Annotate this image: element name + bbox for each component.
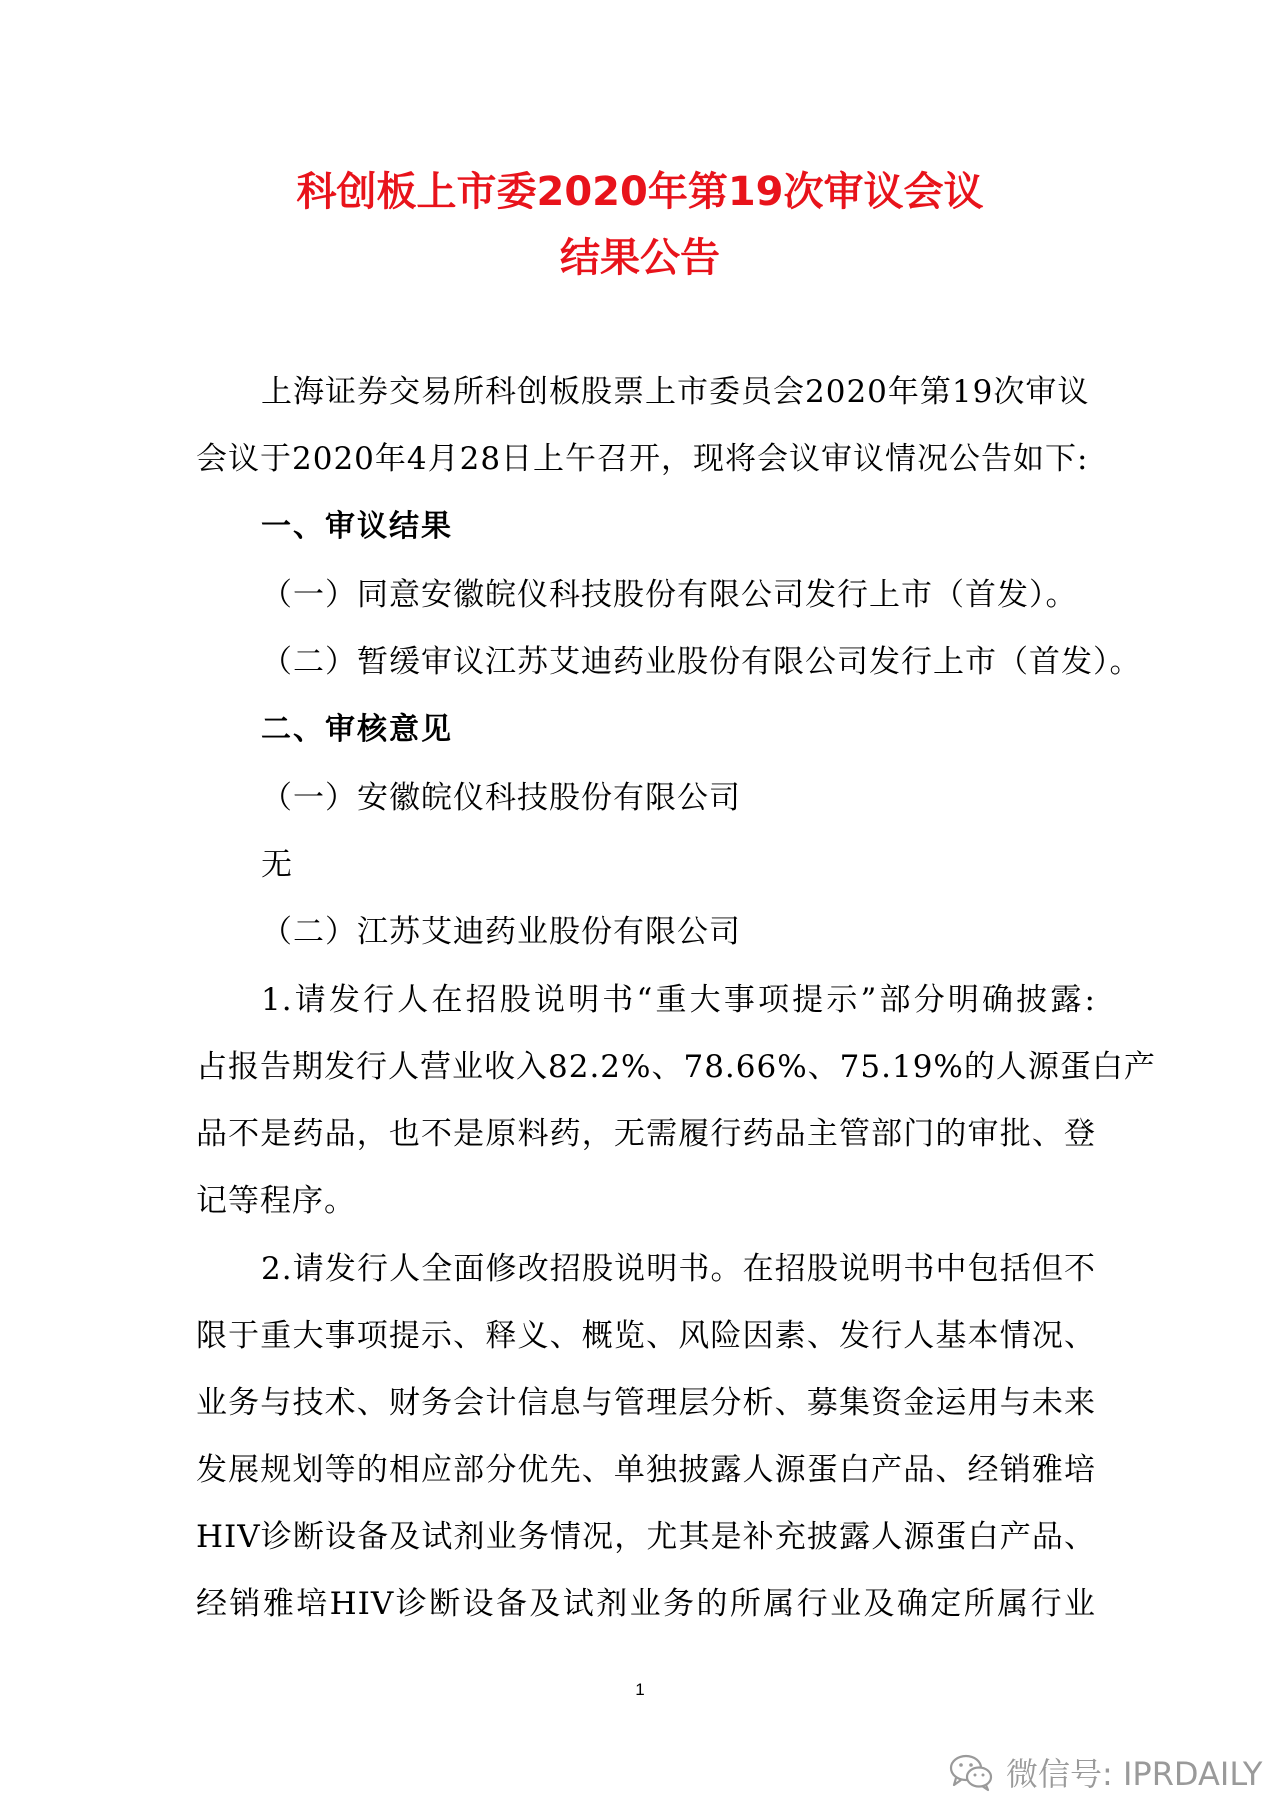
point-1-line-4: 记等程序。 xyxy=(196,1183,356,1219)
point-1-line-2: 占报告期发行人营业收入82.2%、78.66%、75.19%的人源蛋白产 xyxy=(196,1049,1156,1085)
point-2-line-5: HIV诊断设备及试剂业务情况，尤其是补充披露人源蛋白产品、 xyxy=(196,1519,1096,1555)
point-2-line-1: 2.请发行人全面修改招股说明书。在招股说明书中包括但不 xyxy=(261,1251,1096,1287)
section-1-item-2: （二）暂缓审议江苏艾迪药业股份有限公司发行上市（首发）。 xyxy=(261,644,1142,680)
point-1-line-1: 1.请发行人在招股说明书“重大事项提示”部分明确披露: xyxy=(261,982,1096,1018)
intro-line-1: 上海证券交易所科创板股票上市委员会2020年第19次审议 xyxy=(261,374,1090,410)
wechat-icon xyxy=(948,1752,994,1792)
section-1-heading: 一、审议结果 xyxy=(261,509,453,544)
section-2-heading: 二、审核意见 xyxy=(261,712,453,747)
point-2-line-4: 发展规划等的相应部分优先、单独披露人源蛋白产品、经销雅培 xyxy=(196,1452,1096,1488)
section-1-item-1: （一）同意安徽皖仪科技股份有限公司发行上市（首发）。 xyxy=(261,577,1078,613)
section-2-company-1: （一）安徽皖仪科技股份有限公司 xyxy=(261,780,741,816)
document-title-line-1: 科创板上市委2020年第19次审议会议 xyxy=(296,169,984,215)
point-2-line-6: 经销雅培HIV诊断设备及试剂业务的所属行业及确定所属行业 xyxy=(196,1586,1096,1622)
point-1-line-3: 品不是药品，也不是原料药，无需履行药品主管部门的审批、登 xyxy=(196,1116,1096,1152)
document-title-line-2: 结果公告 xyxy=(560,235,720,281)
point-2-line-2: 限于重大事项提示、释义、概览、风险因素、发行人基本情况、 xyxy=(196,1318,1096,1354)
section-2-company-1-opinion: 无 xyxy=(261,847,293,883)
page-number: 1 xyxy=(635,1680,645,1699)
section-2-company-2: （二）江苏艾迪药业股份有限公司 xyxy=(261,914,741,950)
watermark-text: 微信号: IPRDAILY xyxy=(1006,1755,1263,1793)
intro-line-2: 会议于2020年4月28日上午召开，现将会议审议情况公告如下: xyxy=(196,441,1089,477)
wechat-watermark xyxy=(948,1750,1262,1794)
point-2-line-3: 业务与技术、财务会计信息与管理层分析、募集资金运用与未来 xyxy=(196,1385,1096,1421)
